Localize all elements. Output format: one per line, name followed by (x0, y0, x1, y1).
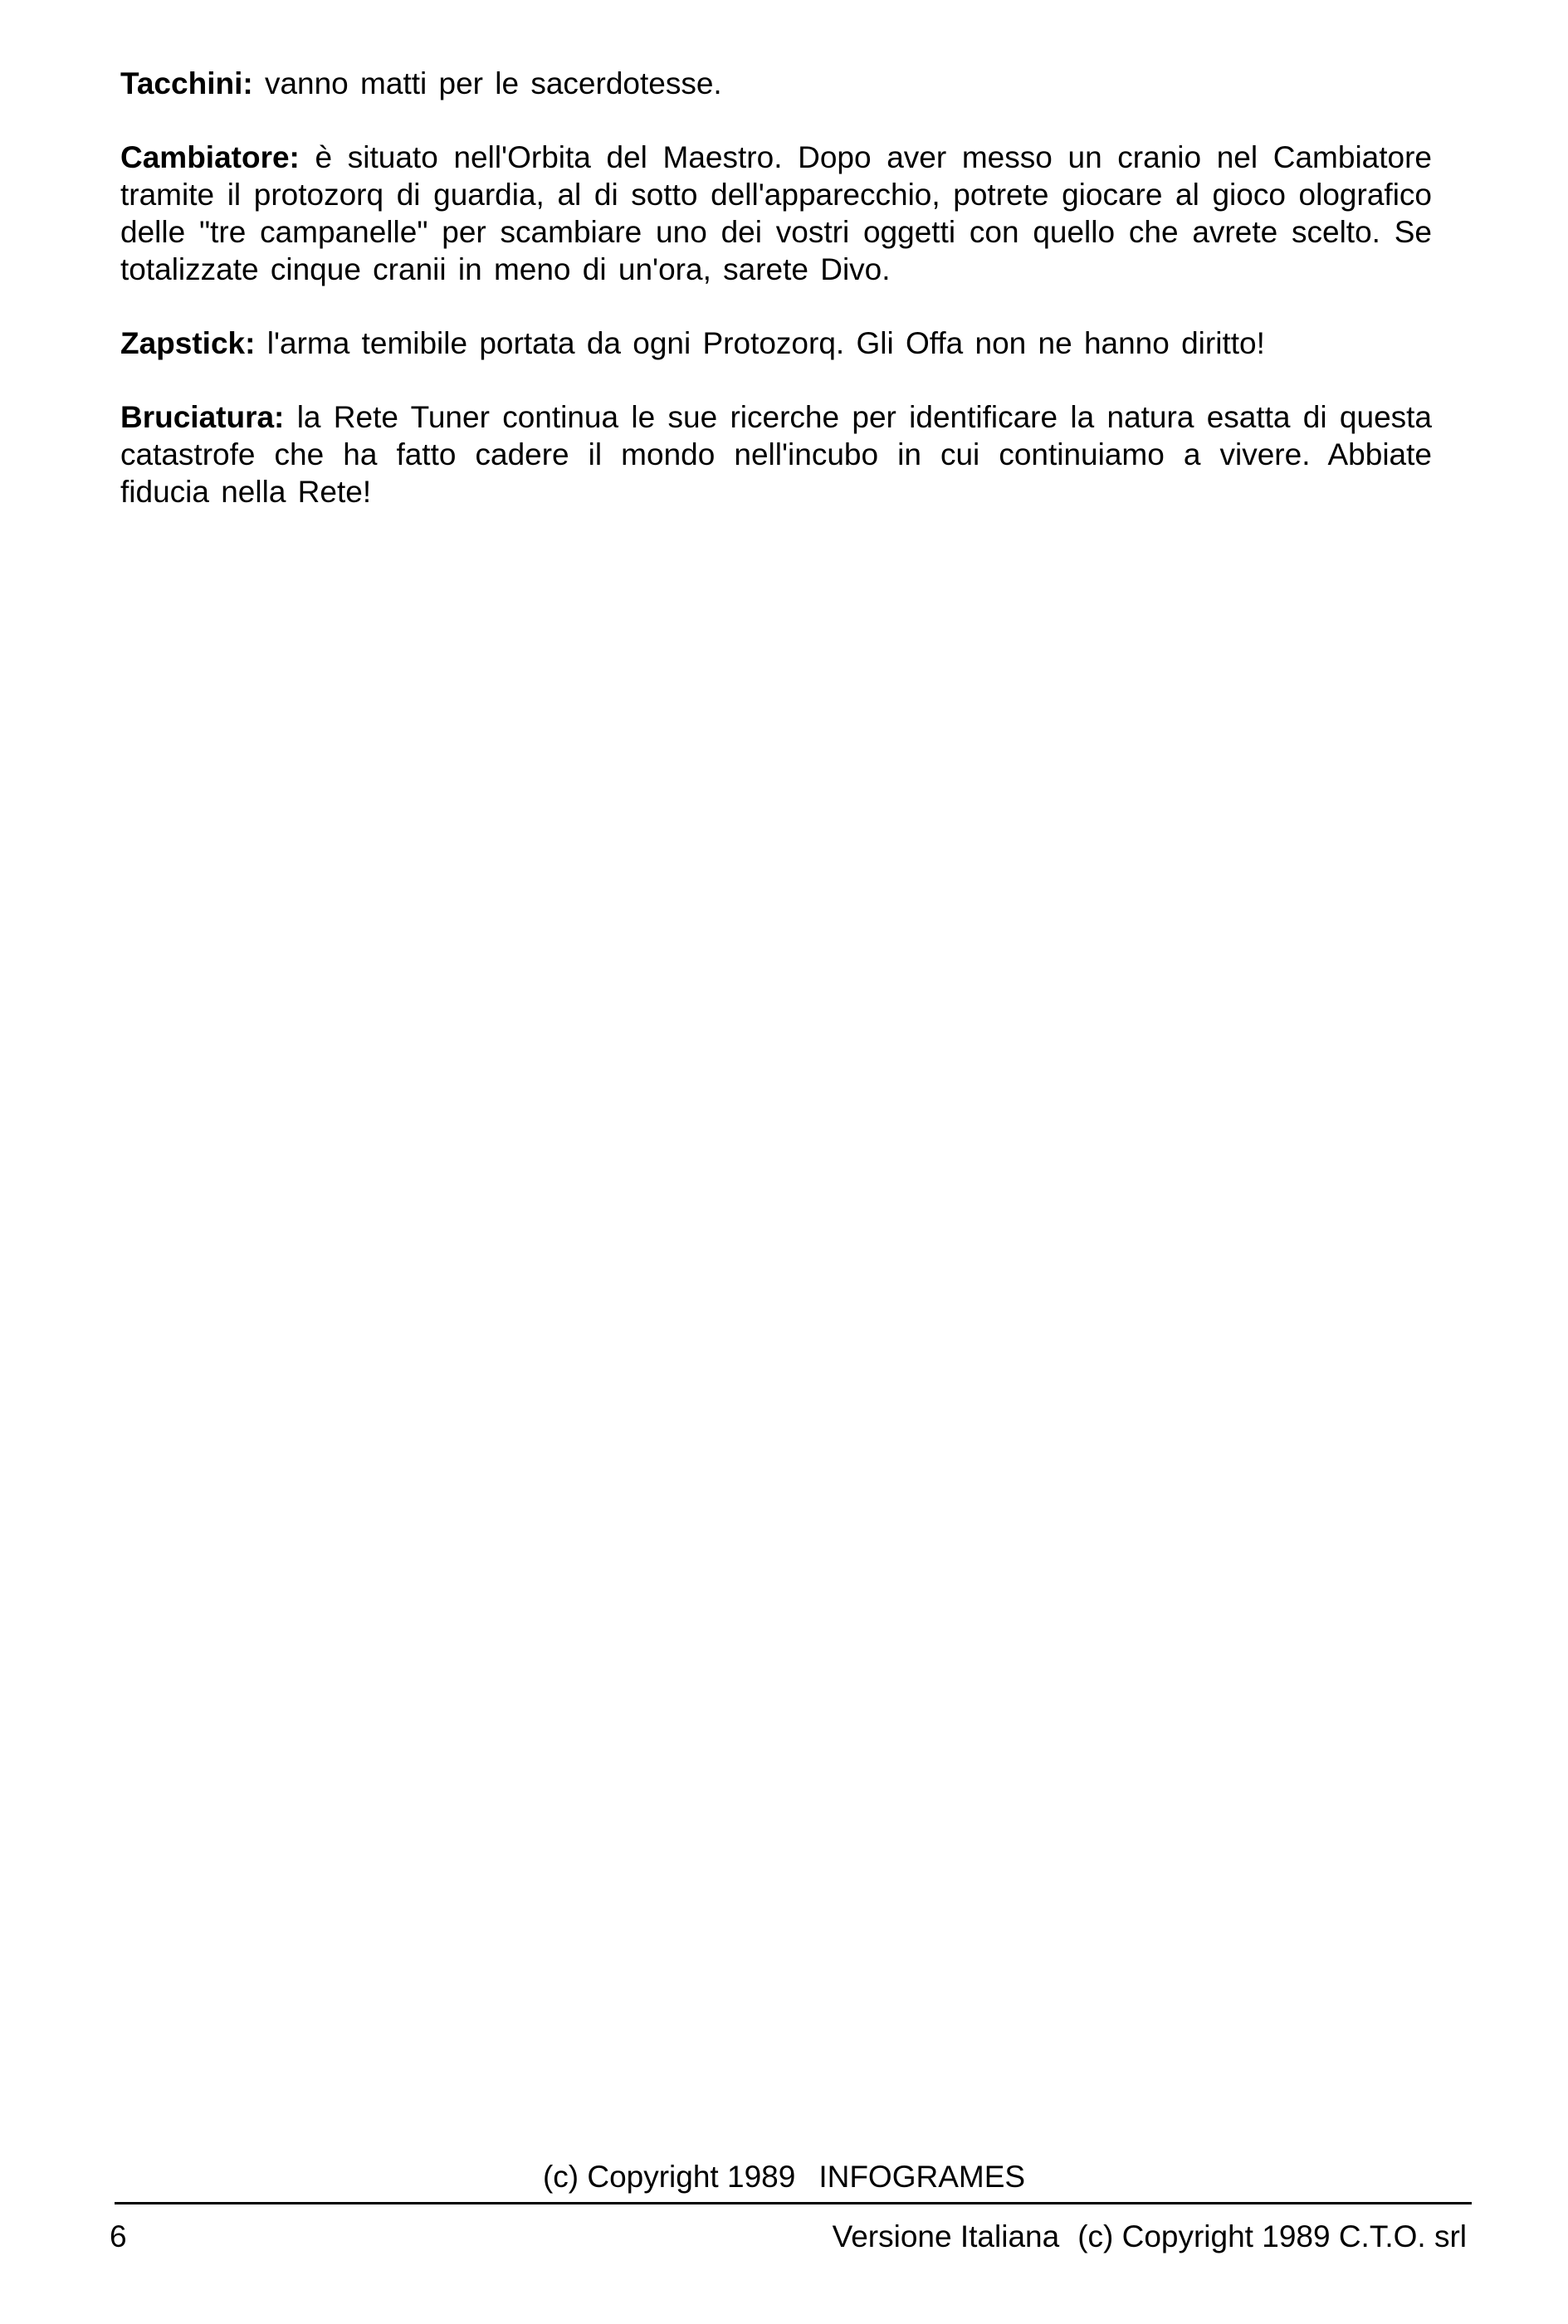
glossary-entry-tacchini (120, 65, 1432, 102)
entry-text: vanno matti per le sacerdotesse. (264, 66, 722, 100)
translation-copyright: (c) Copyright 1989 C.T.O. srl (1077, 2219, 1467, 2253)
entry-text: è situato nell'Orbita del Maestro. Dopo aver messo un cranio nel Cambiatore tramite il protozorq di guardia, al di sotto dell'apparecchio, potrete giocare al gioco olografico delle "tre campanelle" per scambiare uno dei vostri oggetti con quello che avrete scelto. Se totalizzate cinque cranii in meno di un'ora, sarete Divo. (120, 140, 1433, 286)
publisher-name: INFOGRAMES (818, 2160, 1026, 2194)
glossary-entry-cambiatore (120, 139, 1432, 288)
entry-term: Zapstick: (120, 326, 256, 360)
entry-text: la Rete Tuner continua le sue ricerche per identificare la natura esatta di questa catastrofe che ha fatto cadere il mondo nell'incubo in cui continuiamo a vivere. Abbiate fiducia nella Rete! (120, 400, 1433, 509)
glossary-entry-zapstick (120, 325, 1432, 362)
version-label: Versione Italiana (832, 2219, 1060, 2253)
entry-term: Tacchini: (120, 66, 253, 100)
entry-term: Cambiatore: (120, 140, 300, 174)
version-credit (833, 2218, 1467, 2255)
entry-term: Bruciatura: (120, 400, 285, 434)
copyright-text: (c) Copyright 1989 (542, 2160, 796, 2194)
page-number: 6 (110, 2219, 127, 2253)
entry-text: l'arma temibile portata da ogni Protozorq. Gli Offa non ne hanno diritto! (266, 326, 1265, 360)
publisher-copyright (0, 2158, 1568, 2195)
glossary-entry-bruciatura (120, 398, 1432, 510)
glossary-entries (120, 65, 1432, 547)
footer-divider (115, 2202, 1472, 2204)
